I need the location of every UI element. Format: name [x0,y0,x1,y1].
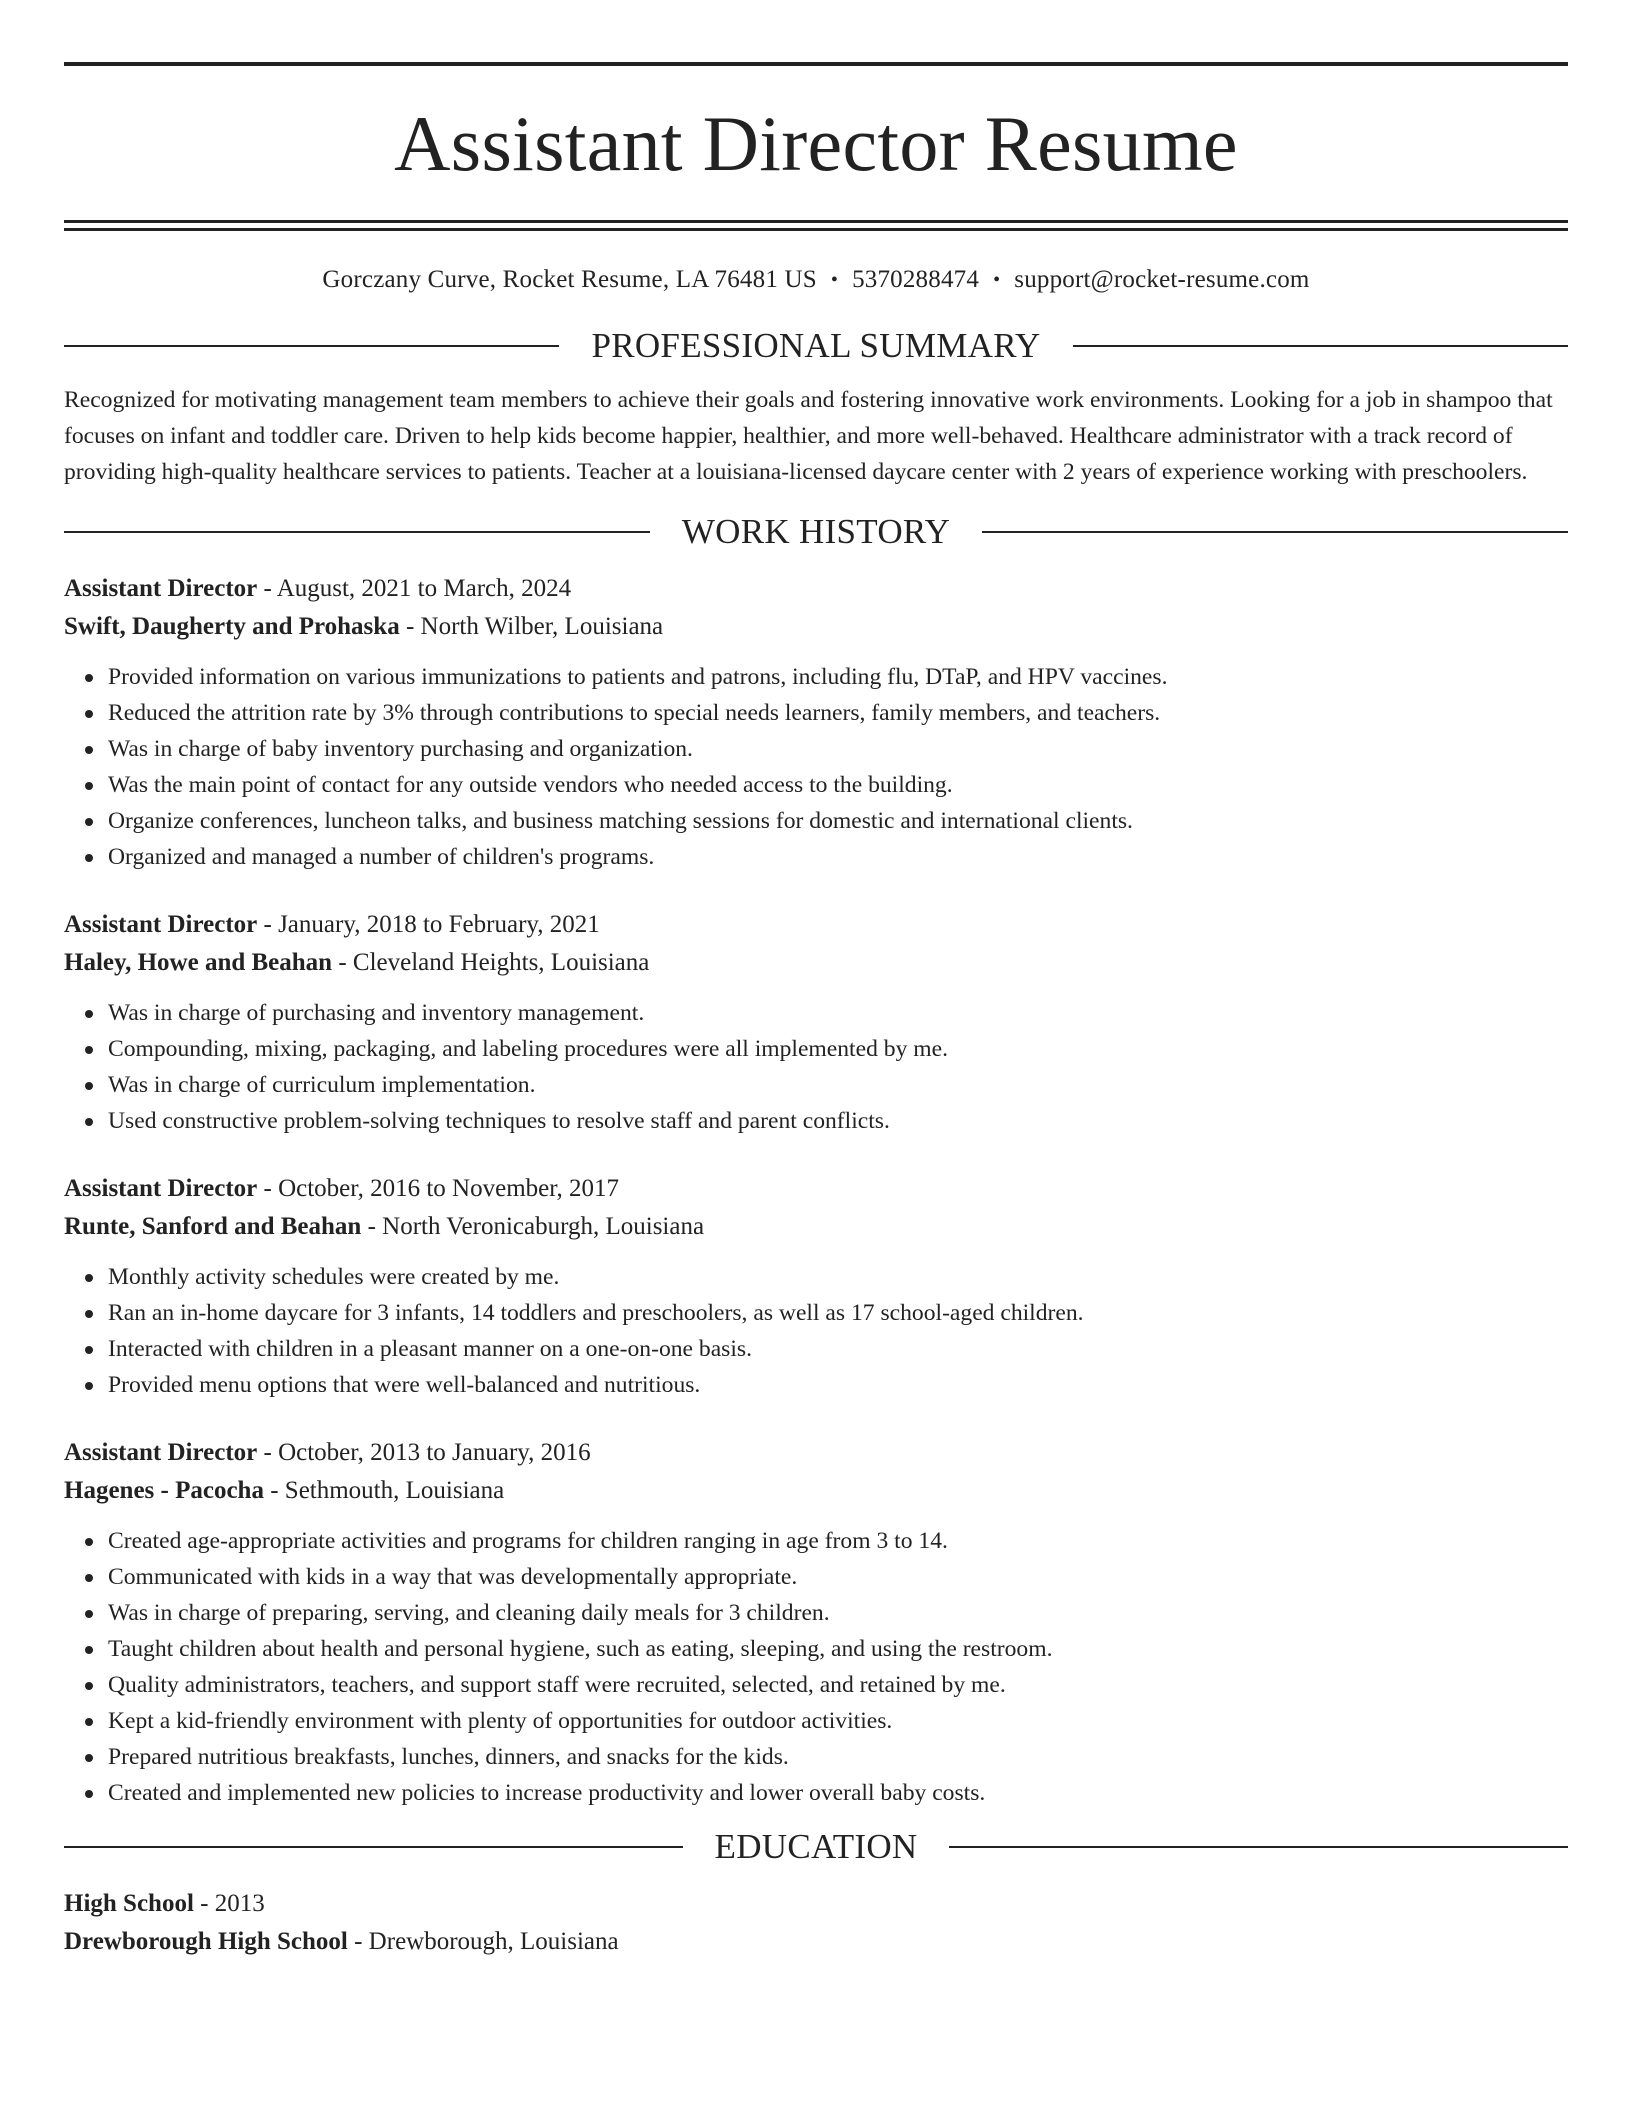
job-company-line [64,944,1568,982]
job-bullet: Quality administrators, teachers, and support staff were recruited, selected, and retained by me. [108,1667,1568,1703]
job-bullet: Kept a kid-friendly environment with plenty of opportunities for outdoor activities. [108,1703,1568,1739]
education-degree-line [64,1885,1568,1923]
job-bullet: Created and implemented new policies to increase productivity and lower overall baby costs. [108,1775,1568,1811]
education-entry [64,1885,1568,1961]
job-company-line [64,1208,1568,1246]
education-heading-label: EDUCATION [714,1827,918,1866]
title-double-rule [64,220,1568,231]
job-company-line [64,1472,1568,1510]
summary-text: Recognized for motivating management team members to achieve their goals and fostering innovative work environments. Looking for a job in shampoo that focuses on infant and toddler care. Driven to help kids become happier, healthier, and more well-behaved. Healthcare administrator with a track record of providing high-quality healthcare services to patients. Teacher at a louisiana-licensed daycare center with 2 years of experience working with preschoolers. [64,387,1553,485]
top-rule [64,62,1568,66]
job-bullet: Was in charge of purchasing and inventory management. [108,995,1568,1031]
job-location: - North Veronicaburgh, Louisiana [361,1213,705,1240]
heading-rule-left [64,531,650,533]
job-dates: - August, 2021 to March, 2024 [257,575,572,602]
job-bullet: Prepared nutritious breakfasts, lunches, dinners, and snacks for the kids. [108,1739,1568,1775]
job-entry [64,906,1568,1139]
job-title: Assistant Director [64,1439,258,1466]
job-company: Swift, Daugherty and Prohaska [64,613,400,640]
education-school-line [64,1923,1568,1961]
job-bullet: Used constructive problem-solving techniques to resolve staff and parent conflicts. [108,1103,1568,1139]
summary-heading [64,324,1568,368]
heading-rule-right [949,1846,1568,1848]
job-company: Haley, Howe and Beahan [64,949,333,976]
job-bullet: Taught children about health and personal hygiene, such as eating, sleeping, and using the restroom. [108,1631,1568,1667]
contact-address: Gorczany Curve, Rocket Resume, LA 76481 US [322,266,817,293]
job-location: - Sethmouth, Louisiana [263,1477,505,1504]
job-bullet: Was the main point of contact for any outside vendors who needed access to the building. [108,767,1568,803]
job-entry [64,1434,1568,1811]
contact-phone: 5370288474 [852,266,980,293]
job-bullet: Was in charge of curriculum implementation. [108,1067,1568,1103]
heading-rule-right [982,531,1568,533]
job-company: Runte, Sanford and Beahan [64,1213,362,1240]
job-bullet: Monthly activity schedules were created by me. [108,1259,1568,1295]
education-location: - Drewborough, Louisiana [347,1928,619,1955]
job-entry [64,570,1568,875]
heading-rule-left [64,345,559,347]
job-bullets [64,1259,1568,1403]
job-location: - North Wilber, Louisiana [399,613,664,640]
work-history-heading-label: WORK HISTORY [681,512,951,551]
job-bullet: Interacted with children in a pleasant manner on a one-on-one basis. [108,1331,1568,1367]
job-dates: - October, 2016 to November, 2017 [257,1175,620,1202]
job-company-line [64,608,1568,646]
contact-email: support@rocket-resume.com [1014,266,1310,293]
job-location: - Cleveland Heights, Louisiana [332,949,650,976]
job-bullet: Was in charge of preparing, serving, and cleaning daily meals for 3 children. [108,1595,1568,1631]
education-school: Drewborough High School [64,1928,348,1955]
job-title: Assistant Director [64,911,258,938]
work-history-heading [64,510,1568,554]
job-entry [64,1170,1568,1403]
job-bullet: Organize conferences, luncheon talks, and business matching sessions for domestic and international clients. [108,803,1568,839]
job-bullet: Provided information on various immunizations to patients and patrons, including flu, DTaP, and HPV vaccines. [108,659,1568,695]
job-bullet: Ran an in-home daycare for 3 infants, 14 toddlers and preschoolers, as well as 17 school-aged children. [108,1295,1568,1331]
contact-separator: • [993,269,1001,291]
job-title-line [64,906,1568,944]
job-title-line [64,570,1568,608]
job-bullet: Created age-appropriate activities and programs for children ranging in age from 3 to 14. [108,1523,1568,1559]
job-bullets [64,1523,1568,1811]
education-year: - 2013 [193,1890,265,1917]
summary-heading-label: PROFESSIONAL SUMMARY [591,326,1041,365]
heading-rule-right [1073,345,1568,347]
job-dates: - October, 2013 to January, 2016 [257,1439,591,1466]
job-bullet: Organized and managed a number of children's programs. [108,839,1568,875]
contact-separator: • [830,269,839,291]
job-bullet: Provided menu options that were well-balanced and nutritious. [108,1367,1568,1403]
contact-line [64,264,1568,296]
job-title: Assistant Director [64,575,258,602]
job-title-line [64,1434,1568,1472]
resume-title: Assistant Director Resume [394,100,1238,187]
job-company: Hagenes - Pacocha [64,1477,264,1504]
job-bullet: Compounding, mixing, packaging, and labeling procedures were all implemented by me. [108,1031,1568,1067]
job-dates: - January, 2018 to February, 2021 [257,911,600,938]
heading-rule-left [64,1846,683,1848]
education-heading [64,1825,1568,1869]
education-degree: High School [64,1890,194,1917]
job-title-line [64,1170,1568,1208]
job-title: Assistant Director [64,1175,258,1202]
job-bullet: Was in charge of baby inventory purchasing and organization. [108,731,1568,767]
job-bullets [64,659,1568,875]
job-bullet: Reduced the attrition rate by 3% through contributions to special needs learners, family members, and teachers. [108,695,1568,731]
job-bullet: Communicated with kids in a way that was developmentally appropriate. [108,1559,1568,1595]
job-bullets [64,995,1568,1139]
